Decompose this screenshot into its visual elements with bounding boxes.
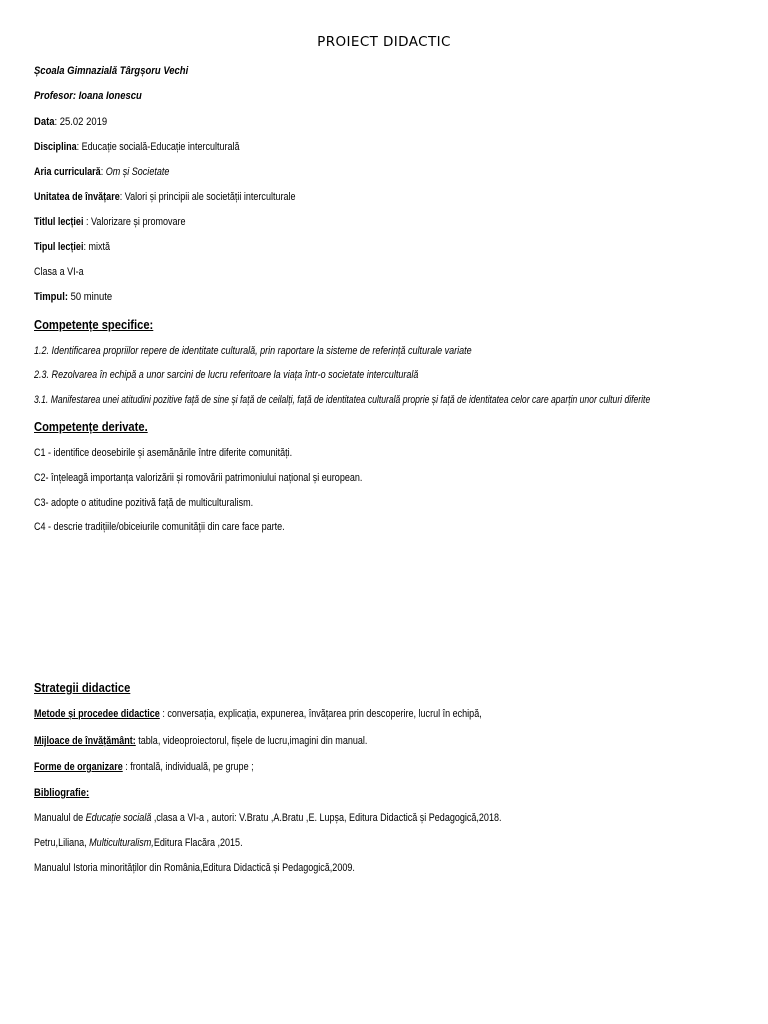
class-row: Clasa a VI-a: [34, 266, 84, 278]
lesson-title-value: : Valorizare și promovare: [83, 216, 186, 228]
specific-competences-heading: Competențe specifice:: [34, 317, 154, 332]
lesson-title-row: [34, 215, 186, 229]
derived-competence-item: C3- adopte o atitudine pozitivă față de multiculturalism.: [34, 497, 254, 509]
curricular-area-value: Om și Societate: [105, 166, 170, 178]
means-label: Mijloace de învățământ:: [34, 735, 136, 747]
learning-unit-label: Unitatea de învățare: [34, 191, 120, 203]
teacher-name: Profesor: Ioana Ionescu: [34, 90, 142, 102]
lesson-type-label: Tipul lecției: [34, 241, 84, 253]
bibliography-item: [34, 811, 502, 825]
forms-label: Forme de organizare: [34, 761, 123, 773]
strategies-heading: Strategii didactice: [34, 680, 131, 695]
bibliography-item-before: Petru,Liliana,: [34, 837, 90, 849]
specific-competence-item: 3.1. Manifestarea unei atitudini pozitive față de sine și față de ceilalți, față de identitatea culturală proprie și față de identitatea celor care aparțin unor culturi diferite: [34, 394, 651, 406]
bibliography-item: [34, 861, 355, 875]
curricular-area-colon: :: [100, 166, 106, 178]
bibliography-item-after: ,clasa a VI-a , autori: V.Bratu ,A.Bratu ,E. Lupșa, Editura Didactică și Pedagogică,2018.: [151, 812, 502, 824]
forms-row: [34, 760, 254, 774]
derived-competence-item: C2- înțeleagă importanța valorizării și romovării patrimoniului național și european.: [34, 472, 363, 484]
derived-competence-item: C1 - identifice deosebirile și asemănările între diferite comunități.: [34, 447, 293, 459]
lesson-type-row: [34, 240, 110, 254]
specific-competence-item: 2.3. Rezolvarea în echipă a unor sarcini de lucru referitoare la viața într-o societate interculturală: [34, 369, 419, 381]
methods-row: [34, 707, 482, 721]
means-row: [34, 734, 367, 748]
means-value: tabla, videoproiectorul, fișele de lucru,imagini din manual.: [135, 735, 368, 747]
bibliography-heading: Bibliografie:: [34, 787, 90, 799]
time-value: 50 minute: [67, 291, 113, 303]
bibliography-item-italic: Educație socială: [85, 812, 152, 824]
bibliography-item-italic: Multiculturalism,: [89, 837, 154, 849]
derived-competences-heading: Competențe derivate.: [34, 419, 148, 434]
forms-value: : frontală, individuală, pe grupe ;: [122, 761, 254, 773]
discipline-row: [34, 140, 240, 154]
bibliography-item-after: Editura Flacăra ,2015.: [153, 837, 243, 849]
date-row: [34, 115, 107, 129]
lesson-title-label: Titlul lecției: [34, 216, 84, 228]
discipline-label: Disciplina: [34, 141, 77, 153]
methods-label: Metode și procedee didactice: [34, 708, 160, 720]
bibliography-item-before: Manualul de: [34, 812, 86, 824]
date-value: : 25.02 2019: [54, 116, 108, 128]
curricular-area-label: Aria curriculară: [34, 166, 101, 178]
learning-unit-value: : Valori și principii ale societății interculturale: [119, 191, 296, 203]
bibliography-item-before: Manualul Istoria minorităților din România,Editura Didactică și Pedagogică,2009.: [34, 862, 355, 874]
derived-competence-item: C4 - descrie tradițiile/obiceiurile comunității din care face parte.: [34, 521, 285, 533]
methods-value: : conversația, explicația, expunerea, învățarea prin descoperire, lucrul în echipă,: [159, 708, 482, 720]
document-title: PROIECT DIDACTIC: [317, 34, 451, 50]
time-label: Timpul:: [34, 291, 68, 303]
bibliography-item: [34, 836, 243, 850]
learning-unit-row: [34, 190, 296, 204]
time-row: [34, 290, 112, 304]
date-label: Data: [34, 116, 55, 128]
school-name: Școala Gimnazială Târgșoru Vechi: [34, 65, 189, 77]
lesson-type-value: : mixtă: [83, 241, 111, 253]
curricular-area-row: [34, 165, 169, 179]
discipline-value: : Educație socială-Educație interculturală: [76, 141, 240, 153]
specific-competence-item: 1.2. Identificarea propriilor repere de identitate culturală, prin raportare la sisteme de referință culturale variate: [34, 345, 472, 357]
